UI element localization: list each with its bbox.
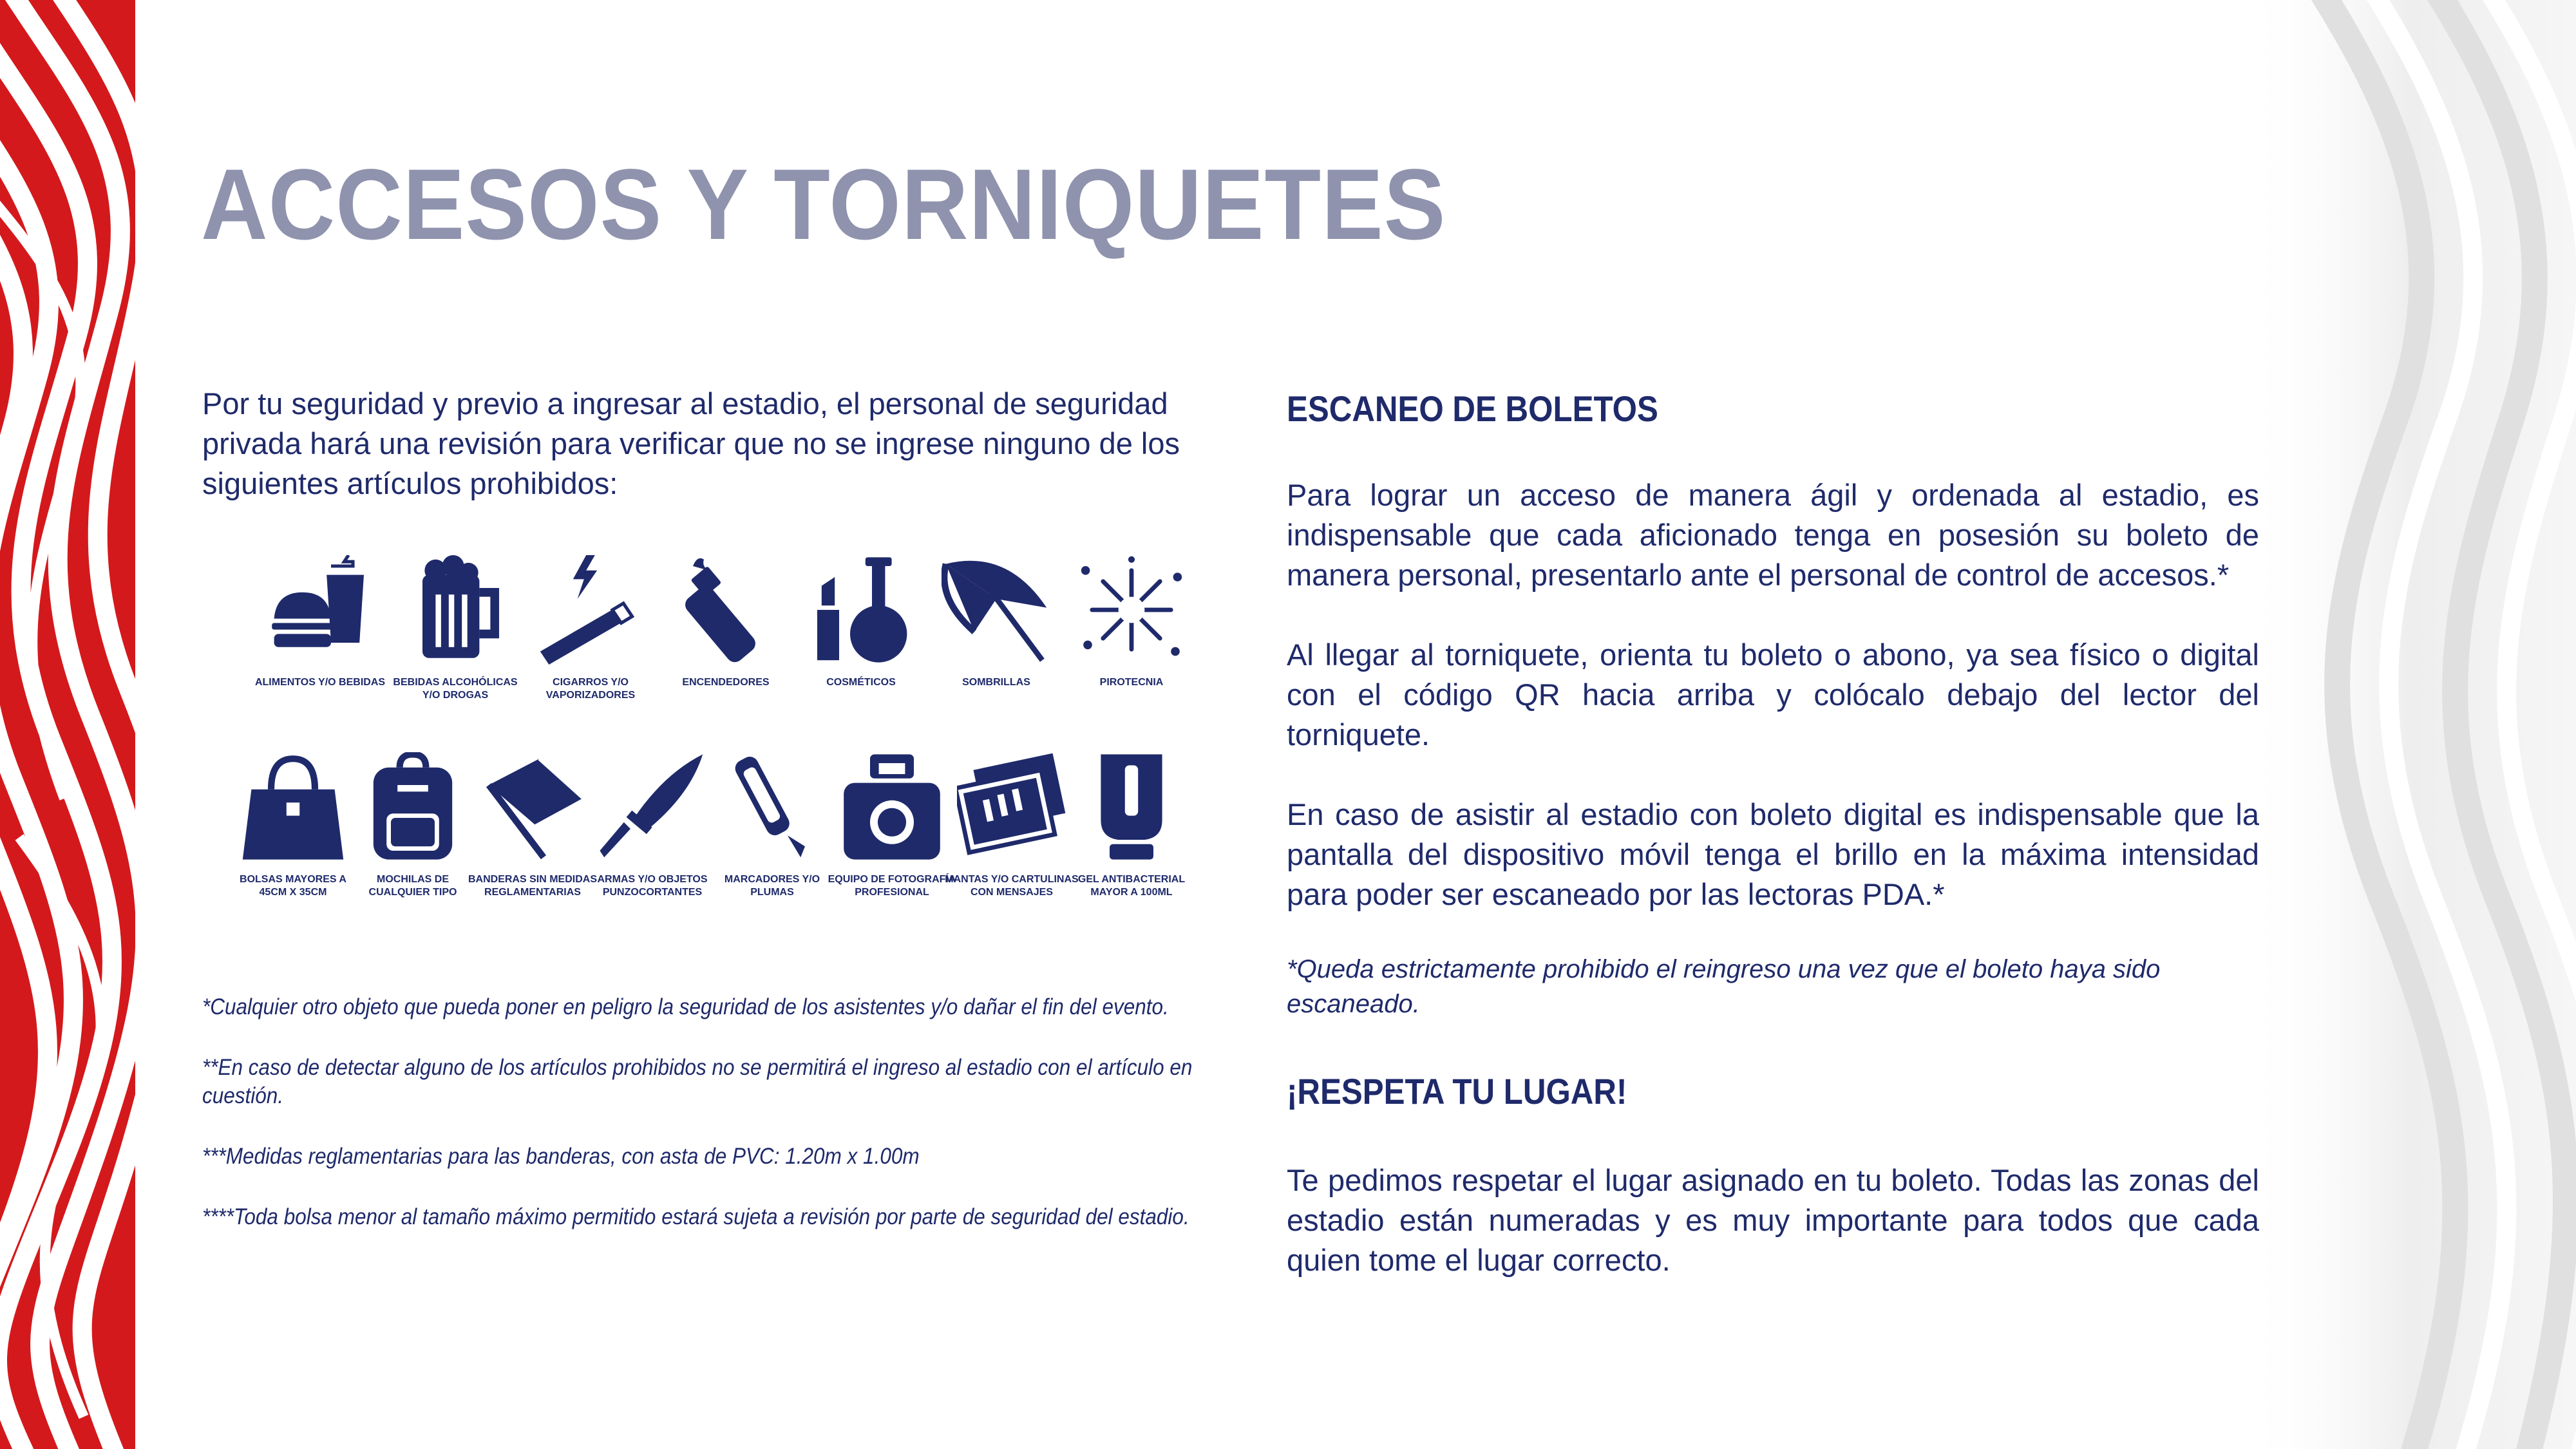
icon-label: EQUIPO DE FOTOGRAFÍA PROFESIONAL: [828, 874, 956, 898]
item-banners: [944, 752, 1079, 899]
intro-text: Por tu seguridad y previo a ingresar al estadio, el personal de seguridad privada hará una revisión para verificar que no se ingrese ninguno de los siguientes artículos prohibidos:: [202, 386, 1180, 500]
footnote: *Cualquier otro objeto que pueda poner en peligro la seguridad de los asistentes y/o dañar el fin del evento.: [202, 994, 1169, 1019]
icon-label: ENCENDEDORES: [682, 677, 770, 688]
fireworks-icon: [1077, 555, 1186, 665]
umbrella-icon: [942, 555, 1051, 665]
lighter-icon: [671, 555, 781, 665]
gel-bottle-icon: [1077, 752, 1186, 862]
flag-icon: [478, 752, 587, 862]
right-wave-decoration: [2241, 0, 2576, 1449]
item-alcohol: [388, 555, 523, 702]
footnote: **En caso de detectar alguno de los artículos prohibidos no se permitirá el ingreso al estadio con el artículo en cuestión.: [202, 1055, 1193, 1108]
item-markers: [705, 752, 840, 899]
knife-icon: [598, 752, 707, 862]
icon-label: BEBIDAS ALCOHÓLICAS Y/O DROGAS: [393, 677, 518, 701]
cosmetics-icon: [806, 555, 916, 665]
prohibited-items-section: [202, 384, 1258, 1264]
cigarette-icon: [536, 555, 645, 665]
left-wave-decoration: [0, 0, 135, 1449]
scan-paragraph-1: Para lograr un acceso de manera ágil y ordenada al estadio, es indispensable que cada aficionado tenga en posesión su boleto de manera personal, presentarlo ante el personal de control de accesos.*: [1287, 478, 2259, 592]
item-cigarettes: [523, 555, 658, 702]
item-food: [252, 555, 388, 689]
scan-heading: ESCANEO DE BOLETOS: [1287, 388, 1658, 429]
footnotes: [202, 993, 1258, 1231]
item-weapons: [585, 752, 720, 899]
marker-icon: [717, 752, 827, 862]
item-umbrellas: [929, 555, 1064, 689]
food-drink-icon: [265, 555, 375, 665]
footnote: ***Medidas reglamentarias para las banderas, con asta de PVC: 1.20m x 1.00m: [202, 1144, 920, 1169]
icon-label: BOLSAS MAYORES A 45CM X 35CM: [240, 874, 346, 898]
item-lighters: [658, 555, 793, 689]
item-backpacks: [345, 752, 480, 899]
icon-label: SOMBRILLAS: [962, 677, 1030, 688]
icon-label: MOCHILAS DE CUALQUIER TIPO: [368, 874, 457, 898]
scan-paragraph-3: En caso de asistir al estadio con boleto digital es indispensable que la pantalla del dispositivo móvil tenga el brillo en la máxima intensidad para poder ser escaneado por las lectoras PDA.*: [1287, 797, 2259, 911]
icon-label: CIGARROS Y/O VAPORIZADORES: [545, 677, 636, 701]
handbag-icon: [238, 752, 348, 862]
item-flags: [465, 752, 600, 899]
page-title: ACCESOS Y TORNIQUETES: [201, 149, 1446, 261]
camera-icon: [837, 752, 947, 862]
icon-label: ARMAS Y/O OBJETOS PUNZOCORTANTES: [597, 874, 708, 898]
icon-label: PIROTECNIA: [1099, 677, 1164, 688]
scan-note: *Queda estrictamente prohibido el reingreso una vez que el boleto haya sido escaneado.: [1287, 955, 2161, 1018]
icon-label: GEL ANTIBACTERIAL MAYOR A 100ML: [1077, 874, 1186, 898]
item-camera: [824, 752, 960, 899]
seat-heading: ¡RESPETA TU LUGAR!: [1287, 1071, 1627, 1112]
seat-paragraph: Te pedimos respetar el lugar asignado en tu boleto. Todas las zonas del estadio están numeradas y es muy importante para todos que cada quien tome el lugar correcto.: [1287, 1163, 2259, 1277]
beer-mug-icon: [401, 555, 510, 665]
icon-label: COSMÉTICOS: [826, 677, 896, 688]
banner-icon: [957, 752, 1066, 862]
icon-label: MANTAS Y/O CARTULINAS CON MENSAJES: [945, 874, 1079, 898]
item-fireworks: [1064, 555, 1199, 689]
prohibited-icons-grid: [202, 555, 1258, 993]
ticket-info-section: [1287, 386, 2259, 1280]
icon-label: ALIMENTOS Y/O BEBIDAS: [254, 677, 386, 688]
backpack-icon: [358, 752, 468, 862]
item-cosmetics: [793, 555, 929, 689]
icon-label: MARCADORES Y/O PLUMAS: [724, 874, 820, 898]
item-bags: [225, 752, 361, 899]
footnote: ****Toda bolsa menor al tamaño máximo permitido estará sujeta a revisión por parte de seguridad del estadio.: [202, 1204, 1189, 1229]
scan-paragraph-2: Al llegar al torniquete, orienta tu boleto o abono, ya sea físico o digital con el código QR hacia arriba y colócalo debajo del lector del torniquete.: [1287, 638, 2259, 752]
icon-label: BANDERAS SIN MEDIDAS REGLAMENTARIAS: [468, 874, 597, 898]
item-gel: [1064, 752, 1199, 899]
